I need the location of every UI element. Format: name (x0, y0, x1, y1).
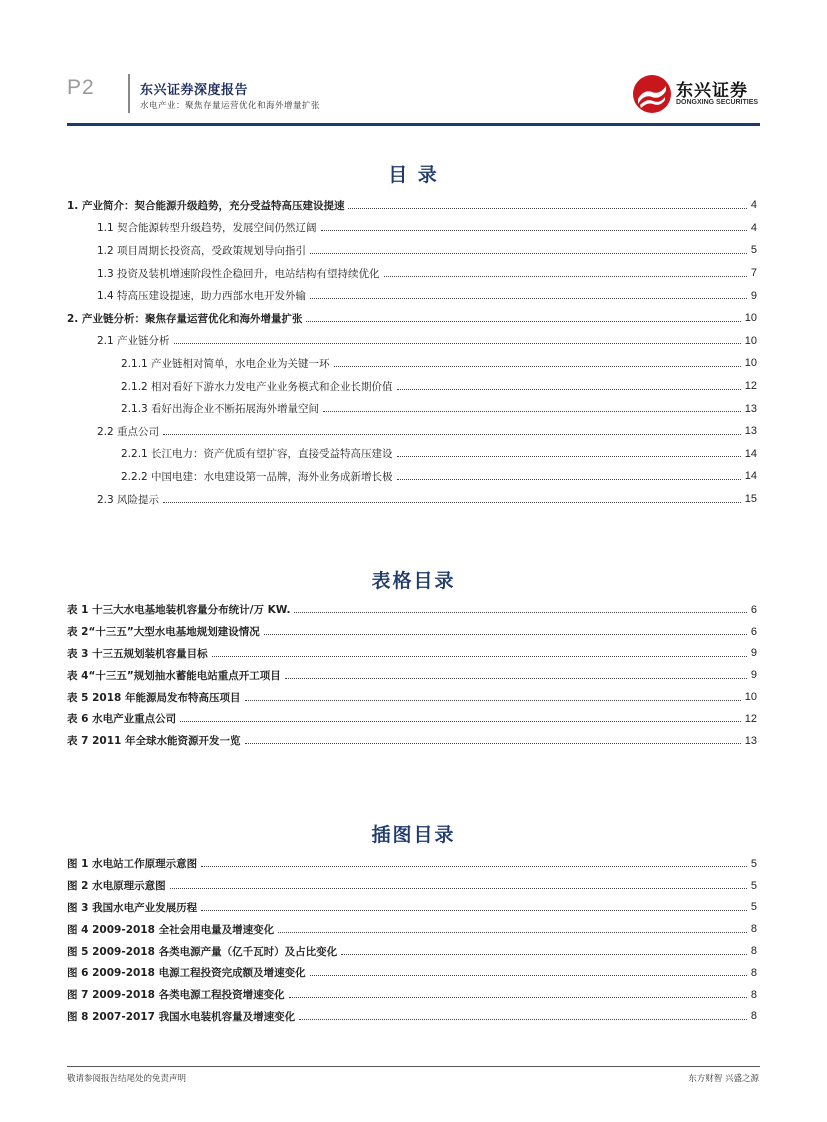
table-entry[interactable] (67, 664, 757, 686)
dot-leader (310, 253, 747, 254)
report-title: 东兴证券深度报告 (140, 83, 249, 98)
tables-toc (67, 599, 757, 752)
footer-rule (67, 1066, 760, 1067)
toc-entry-page: 13 (744, 425, 757, 438)
toc-entry[interactable] (67, 307, 757, 330)
figure-entry-page: 5 (750, 901, 757, 914)
dot-leader (348, 208, 746, 209)
table-entry-label: 表 1 十三大水电基地装机容量分布统计/万 KW. (67, 604, 291, 617)
figure-entry-label: 图 3 我国水电产业发展历程 (67, 901, 198, 914)
dot-leader (278, 932, 747, 933)
toc-entry-page: 7 (750, 267, 757, 280)
report-subtitle: 水电产业：聚焦存量运营优化和海外增量扩张 (140, 101, 321, 111)
toc-entry[interactable] (67, 397, 757, 420)
footer-disclaimer: 敬请参阅报告结尾处的免责声明 (67, 1074, 187, 1084)
toc-entry[interactable] (67, 217, 757, 240)
dot-leader (163, 502, 741, 503)
figure-entry-label: 图 2 水电原理示意图 (67, 880, 166, 893)
table-entry-page: 6 (750, 603, 757, 616)
dot-leader (397, 479, 741, 480)
dot-leader (212, 656, 747, 657)
figure-entry-label: 图 7 2009-2018 各类电源工程投资增速变化 (67, 989, 285, 1002)
table-entry[interactable] (67, 708, 757, 730)
figure-entry-page: 8 (750, 988, 757, 1001)
toc-entry-label: 1.3 投资及装机增速阶段性企稳回升，电站结构有望持续优化 (67, 266, 382, 281)
table-entry-page: 9 (750, 669, 757, 682)
toc-title: 目 录 (388, 164, 439, 186)
figure-entry-page: 8 (750, 945, 757, 958)
header-divider (128, 74, 130, 113)
toc-entry-label: 2.2 重点公司 (67, 424, 161, 439)
dot-leader (289, 997, 747, 998)
figure-entry-page: 8 (750, 966, 757, 979)
page-number: P2 (67, 76, 95, 99)
table-entry-label: 表 2“十三五”大型水电基地规划建设情况 (67, 626, 260, 639)
toc-entry-label: 2.3 风险提示 (67, 492, 161, 507)
header-rule (67, 123, 760, 126)
figure-entry-label: 图 1 水电站工作原理示意图 (67, 858, 198, 871)
footer-slogan: 东方财智 兴盛之源 (688, 1074, 759, 1084)
toc-entry-label: 1.2 项目周期长投资高，受政策规划导向指引 (67, 243, 308, 258)
figure-entry[interactable] (67, 918, 757, 940)
toc-entry-label: 1.1 契合能源转型升级趋势，发展空间仍然辽阔 (67, 220, 319, 235)
toc-entry[interactable] (67, 194, 757, 217)
figure-entry-label: 图 4 2009-2018 全社会用电量及增速变化 (67, 923, 275, 936)
figure-entry[interactable] (67, 984, 757, 1006)
dot-leader (180, 721, 741, 722)
toc-entry[interactable] (67, 262, 757, 285)
dot-leader (201, 910, 747, 911)
table-entry-page: 13 (744, 734, 757, 747)
toc-entry-page: 10 (744, 334, 757, 347)
toc-entry-page: 9 (750, 289, 757, 302)
table-entry-label: 表 5 2018 年能源局发布特高压项目 (67, 691, 241, 704)
toc-entry-page: 10 (744, 357, 757, 370)
logo-chinese-name: 东兴证券 (676, 81, 748, 101)
figures-toc (67, 853, 757, 1027)
table-entry-page: 10 (744, 691, 757, 704)
toc-entry-page: 15 (744, 493, 757, 506)
toc-entry[interactable] (67, 443, 757, 466)
dot-leader (384, 276, 747, 277)
dot-leader (306, 321, 740, 322)
figures-toc-title: 插图目录 (371, 824, 456, 846)
toc-entry-page: 10 (744, 312, 757, 325)
dot-leader (174, 343, 741, 344)
table-entry-label: 表 3 十三五规划装机容量目标 (67, 647, 208, 660)
dot-leader (294, 612, 746, 613)
dot-leader (323, 411, 741, 412)
toc-entry-label: 2.1.1 产业链相对简单，水电企业为关键一环 (67, 356, 332, 371)
company-logo (632, 74, 762, 116)
toc-entry-label: 2.1.2 相对看好下游水力发电产业业务模式和企业长期价值 (67, 379, 395, 394)
toc-entry-page: 4 (750, 221, 757, 234)
table-entry[interactable] (67, 599, 757, 621)
toc-entry-label: 2.2.1 长江电力：资产优质有望扩容，直接受益特高压建设 (67, 446, 395, 461)
figure-entry[interactable] (67, 1006, 757, 1028)
figure-entry[interactable] (67, 897, 757, 919)
table-entry[interactable] (67, 686, 757, 708)
table-of-contents (67, 194, 757, 510)
figure-entry-page: 5 (750, 879, 757, 892)
table-entry-page: 6 (750, 625, 757, 638)
figure-entry-page: 8 (750, 923, 757, 936)
table-entry[interactable] (67, 643, 757, 665)
toc-entry[interactable] (67, 330, 757, 353)
dot-leader (170, 888, 747, 889)
toc-entry[interactable] (67, 465, 757, 488)
table-entry-page: 12 (744, 712, 757, 725)
toc-entry-page: 4 (750, 199, 757, 212)
figure-entry-label: 图 8 2007-2017 我国水电装机容量及增速变化 (67, 1010, 296, 1023)
dot-leader (397, 389, 741, 390)
toc-entry[interactable] (67, 239, 757, 262)
toc-entry-label: 2.2.2 中国电建：水电建设第一品牌，海外业务成新增长极 (67, 469, 395, 484)
toc-entry[interactable] (67, 488, 757, 511)
toc-entry-page: 12 (744, 380, 757, 393)
logo-english-name: DONGXING SECURITIES (676, 99, 759, 106)
figure-entry-page: 8 (750, 1010, 757, 1023)
figure-entry[interactable] (67, 875, 757, 897)
figure-entry-label: 图 5 2009-2018 各类电源产量（亿千瓦时）及占比变化 (67, 945, 338, 958)
toc-entry[interactable] (67, 420, 757, 443)
table-entry-label: 表 4“十三五”规划抽水蓄能电站重点开工项目 (67, 669, 281, 682)
dot-leader (397, 456, 741, 457)
dot-leader (299, 1019, 747, 1020)
toc-entry-page: 5 (750, 244, 757, 257)
table-entry-label: 表 6 水电产业重点公司 (67, 713, 177, 726)
toc-entry-label: 1. 产业简介：契合能源升级趋势，充分受益特高压建设提速 (67, 199, 345, 212)
toc-entry[interactable] (67, 352, 757, 375)
dot-leader (245, 700, 741, 701)
dot-leader (245, 743, 741, 744)
toc-entry-label: 2. 产业链分析：聚焦存量运营优化和海外增量扩张 (67, 312, 303, 325)
dot-leader (341, 954, 747, 955)
figure-entry-page: 5 (750, 857, 757, 870)
dot-leader (310, 975, 747, 976)
table-entry-page: 9 (750, 647, 757, 660)
figure-entry[interactable] (67, 940, 757, 962)
table-entry[interactable] (67, 730, 757, 752)
dot-leader (201, 866, 747, 867)
toc-entry-label: 2.1 产业链分析 (67, 333, 172, 348)
dot-leader (321, 230, 747, 231)
toc-entry-page: 14 (744, 447, 757, 460)
dot-leader (285, 678, 747, 679)
toc-entry-page: 13 (744, 402, 757, 415)
table-entry-label: 表 7 2011 年全球水能资源开发一览 (67, 735, 241, 748)
figure-entry[interactable] (67, 962, 757, 984)
toc-entry[interactable] (67, 284, 757, 307)
dot-leader (163, 434, 741, 435)
dot-leader (334, 366, 741, 367)
dot-leader (264, 634, 747, 635)
figure-entry[interactable] (67, 853, 757, 875)
dot-leader (310, 298, 747, 299)
toc-entry-page: 14 (744, 470, 757, 483)
tables-toc-title: 表格目录 (371, 570, 456, 592)
toc-entry-label: 1.4 特高压建设提速，助力西部水电开发外输 (67, 288, 308, 303)
figure-entry-label: 图 6 2009-2018 电源工程投资完成额及增速变化 (67, 967, 306, 980)
toc-entry-label: 2.1.3 看好出海企业不断拓展海外增量空间 (67, 401, 321, 416)
toc-entry[interactable] (67, 375, 757, 398)
logo-emblem-icon (632, 74, 672, 114)
table-entry[interactable] (67, 621, 757, 643)
